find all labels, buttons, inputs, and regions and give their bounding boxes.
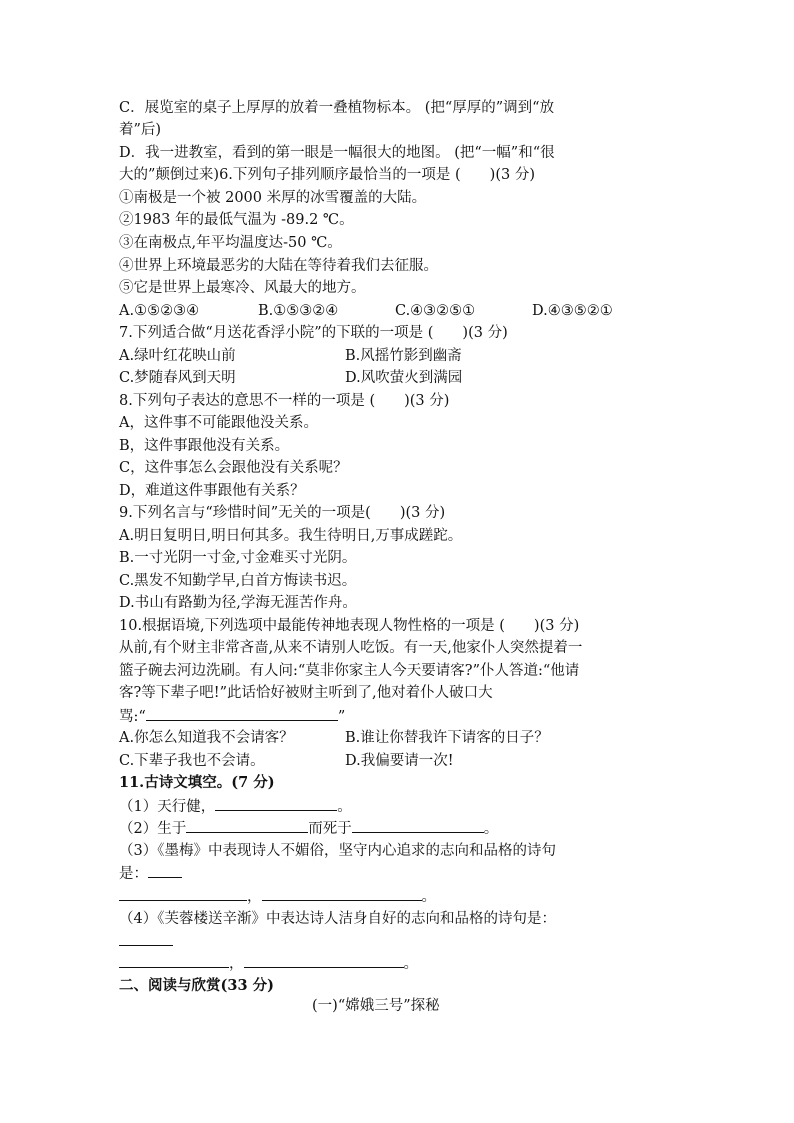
q11-item3-comma: ， — [247, 889, 262, 905]
q10-quote-close: ” — [337, 709, 346, 725]
section-2-heading: 二、阅读与欣赏(33 分) — [119, 977, 274, 994]
q11-item3-line2 — [119, 863, 182, 884]
q10-option-c: C.下辈子我也不会请。 — [119, 753, 265, 769]
q10-stem: 10.根据语境,下列选项中最能传神地表现人物性格的一项是 ( )(3 分) — [119, 618, 580, 634]
q6-option-d: D.④③⑤②① — [532, 303, 613, 319]
q8-stem: 8.下列句子表达的意思不一样的一项是 ( )(3 分) — [119, 393, 450, 409]
q6-sentence-4: ④世界上环境最恶劣的大陆在等待着我们去征服。 — [119, 258, 438, 274]
q11-item2-end: 。 — [483, 821, 499, 837]
q7-option-a: A.绿叶红花映山前 — [119, 348, 236, 364]
q11-item4-line1: （4）《芙蓉楼送辛渐》中表达诗人洁身自好的志向和品格的诗句是： — [119, 911, 556, 927]
q10-passage-line4 — [119, 706, 345, 727]
q10-option-a: A.你怎么知道我不会请客？ — [119, 730, 294, 746]
q11-item3-blank-start[interactable] — [148, 863, 182, 878]
q9-stem: 9.下列名言与“珍惜时间”无关的一项是( )(3 分) — [119, 505, 446, 521]
q10-option-d: D.我偏要请一次! — [345, 753, 454, 769]
q11-item1-blank[interactable] — [215, 796, 337, 811]
q10-option-b: B.谁让你替我许下请客的日子？ — [345, 730, 549, 746]
q11-item2-blank1[interactable] — [186, 818, 308, 833]
q10-quote-open: 骂:“ — [119, 709, 146, 725]
q11-item4-line2 — [119, 931, 173, 952]
q11-item2-mid: 而死于 — [308, 821, 352, 837]
q10-passage-line1: 从前,有个财主非常吝啬,从来不请别人吃饭。有一天,他家仆人突然提着一 — [119, 640, 583, 656]
q11-item3-end: 。 — [421, 889, 436, 905]
q11-item4-line3 — [119, 953, 418, 974]
q8-option-b: B，这件事跟他没有关系。 — [119, 438, 290, 454]
q10-passage-line3: 客?等下辈子吧!”此话恰好被财主听到了,他对着仆人破口大 — [119, 685, 493, 701]
q9-option-a: A.明日复明日,明日何其多。我生待明日,万事成蹉跎。 — [119, 528, 463, 544]
q11-item3-blank2[interactable] — [262, 886, 422, 901]
q6-sentence-3: ③在南极点,年平均温度达-50 ℃。 — [119, 235, 342, 251]
q7-option-c: C.梦随春风到天明 — [119, 370, 236, 386]
q11-item3-prefix: 是： — [119, 866, 148, 882]
q11-item4-comma: ， — [229, 956, 244, 972]
q10-passage-line2: 篮子碗去河边洗刷。有人问:“莫非你家主人今天要请客?”仆人答道:“他请 — [119, 663, 580, 679]
q11-item4-blank1[interactable] — [119, 953, 229, 968]
q11-item3-line3 — [119, 886, 436, 907]
q11-stem: 11.古诗文填空。(7 分) — [119, 774, 275, 791]
q7-stem: 7.下列适合做“月送花香浮小院”的下联的一项是 ( )(3 分) — [119, 325, 508, 341]
option-d-line2: 大的”颠倒过来)6.下列句子排列顺序最恰当的一项是 ( )(3 分) — [119, 167, 535, 183]
option-d-line1: D．我一进教室，看到的第一眼是一幅很大的地图。 (把“一幅”和“很 — [119, 145, 555, 161]
q6-option-a: A.①⑤②③④ — [119, 303, 200, 319]
q6-sentence-5: ⑤它是世界上最寒冷、风最大的地方。 — [119, 280, 366, 296]
q11-item4-end: 。 — [403, 956, 418, 972]
q6-option-c: C.④③②⑤① — [395, 303, 476, 319]
q9-option-b: B.一寸光阴一寸金,寸金难买寸光阴。 — [119, 550, 357, 566]
q11-item1 — [119, 796, 352, 817]
q11-item1-prefix: （1）天行健， — [119, 799, 216, 815]
q8-option-c: C，这件事怎么会跟他没有关系呢？ — [119, 460, 348, 476]
q11-item2 — [119, 818, 498, 839]
q9-option-d: D.书山有路勤为径,学海无涯苦作舟。 — [119, 595, 357, 611]
q11-item3-line1: （3）《墨梅》中表现诗人不媚俗，坚守内心追求的志向和品格的诗句 — [119, 843, 556, 859]
option-c-line1: C．展览室的桌子上厚厚的放着一叠植物标本。 (把“厚厚的”调到“放 — [119, 100, 555, 116]
q7-option-b: B.风摇竹影到幽斋 — [345, 348, 462, 364]
q9-option-c: C.黑发不知勤学早,白首方悔读书迟。 — [119, 573, 357, 589]
q11-item1-end: 。 — [337, 799, 352, 815]
q6-option-b: B.①⑤③②④ — [258, 303, 339, 319]
q11-item4-blank2[interactable] — [244, 953, 404, 968]
q7-option-d: D.风吹萤火到满园 — [345, 370, 463, 386]
q11-item2-prefix: （2）生于 — [119, 821, 187, 837]
q10-answer-blank[interactable] — [146, 706, 338, 721]
q11-item4-blank-start[interactable] — [119, 931, 173, 946]
q11-item2-blank2[interactable] — [352, 818, 484, 833]
q8-option-a: A，这件事不可能跟他没关系。 — [119, 415, 318, 431]
q11-item3-blank1[interactable] — [119, 886, 247, 901]
q8-option-d: D，难道这件事跟他有关系？ — [119, 483, 305, 499]
q6-sentence-2: ②1983 年的最低气温为 -89.2 ℃。 — [119, 212, 354, 228]
option-c-line2: 着”后) — [119, 122, 162, 138]
passage-title: (一)“嫦娥三号”探秘 — [312, 998, 440, 1014]
q6-sentence-1: ①南极是一个被 2000 米厚的冰雪覆盖的大陆。 — [119, 190, 427, 206]
